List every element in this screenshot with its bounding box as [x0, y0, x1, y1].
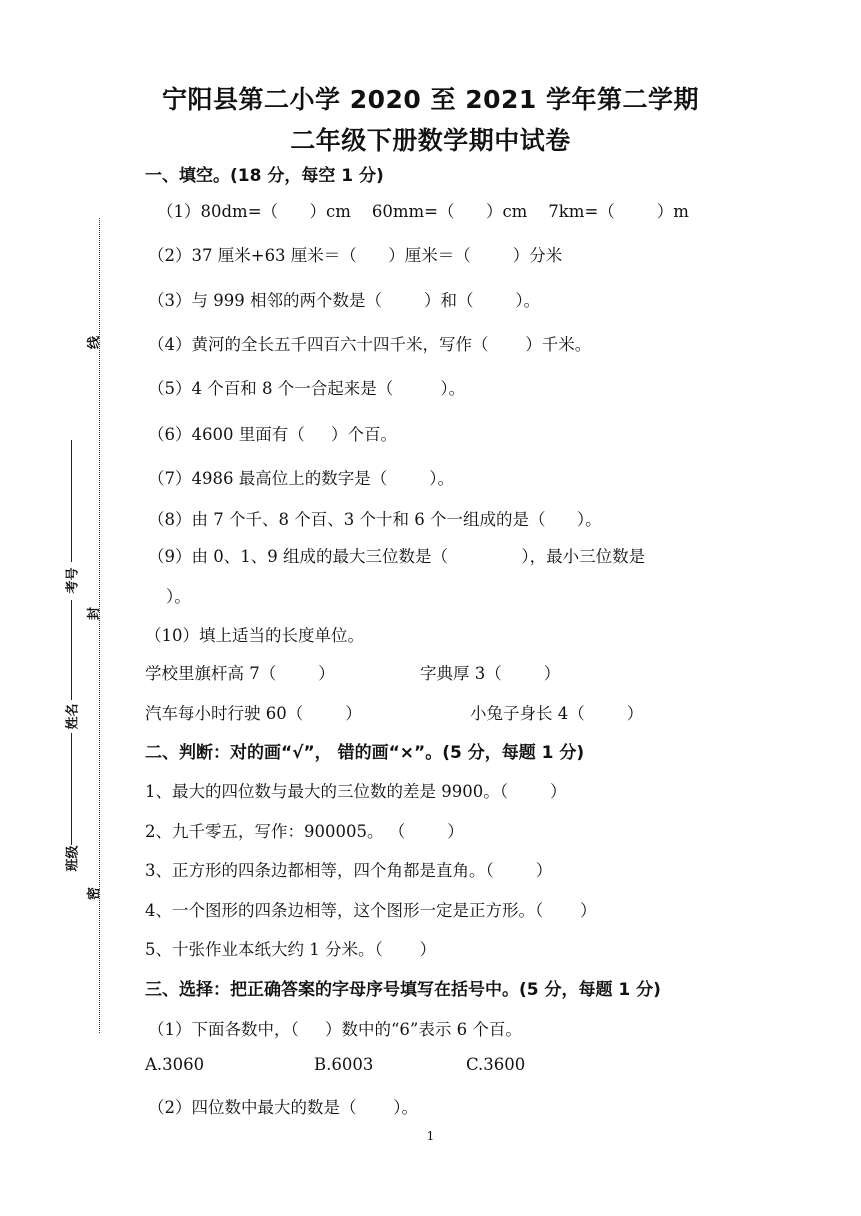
exam-title-line1: 宁阳县第二小学 2020 至 2021 学年第二学期 — [162, 85, 699, 114]
question-1-8: （8）由 7 个千、8 个百、3 个十和 6 个一组成的是（ ）。 — [148, 510, 602, 529]
kaohao-label: 考号 — [65, 567, 81, 594]
section3-heading: 三、选择：把正确答案的字母序号填写在括号中。(5 分，每题 1 分) — [145, 980, 661, 1000]
binding-char-mi: 密 — [87, 886, 103, 901]
question-1-10-car: 汽车每小时行驶 60（ ） — [145, 704, 362, 723]
judgement-item-3: 3、正方形的四条边都相等，四个角都是直角。（ ） — [145, 861, 553, 880]
choice-1-option-a: A.3060 — [145, 1055, 205, 1074]
question-1-10-flagpole: 学校里旗杆高 7（ ） — [145, 664, 335, 683]
binding-char-xian: 线 — [87, 335, 103, 350]
question-1-4: （4）黄河的全长五千四百六十四千米，写作（ ）千米。 — [148, 335, 592, 354]
question-1-10: （10）填上适当的长度单位。 — [145, 626, 364, 645]
choice-question-1: （1）下面各数中，（ ）数中的“6”表示 6 个百。 — [148, 1020, 522, 1039]
judgement-item-5: 5、十张作业本纸大约 1 分米。（ ） — [145, 940, 436, 959]
section1-heading: 一、填空。(18 分，每空 1 分) — [145, 166, 384, 186]
banji-underline — [71, 733, 72, 845]
question-1-9: （9）由 0、1、9 组成的最大三位数是（ ），最小三位数是 — [148, 547, 646, 566]
judgement-item-1: 1、最大的四位数与最大的三位数的差是 9900。（ ） — [145, 782, 567, 801]
question-1-6: （6）4600 里面有（ ）个百。 — [148, 425, 397, 444]
kaohao-underline — [71, 440, 72, 562]
choice-question-2: （2）四位数中最大的数是（ ）。 — [148, 1098, 418, 1117]
question-1-10-dictionary: 字典厚 3（ ） — [420, 664, 561, 683]
question-1-2: （2）37 厘米+63 厘米＝（ ）厘米＝（ ）分米 — [148, 246, 563, 265]
question-1-3: （3）与 999 相邻的两个数是（ ）和（ ）。 — [148, 291, 541, 310]
question-1-9-continued: ）。 — [166, 587, 191, 606]
banji-label: 班级 — [65, 845, 81, 872]
choice-1-option-c: C.3600 — [466, 1055, 526, 1074]
question-1-10-rabbit: 小兔子身长 4（ ） — [470, 704, 644, 723]
judgement-item-2: 2、九千零五，写作：900005。 （ ） — [145, 822, 464, 841]
xingming-label: 姓名 — [65, 703, 81, 730]
page-number: 1 — [426, 1129, 435, 1143]
xingming-underline — [71, 600, 72, 700]
section2-heading: 二、判断：对的画“√”， 错的画“×”。(5 分，每题 1 分) — [145, 743, 585, 763]
binding-char-feng: 封 — [87, 606, 103, 621]
choice-1-option-b: B.6003 — [314, 1055, 374, 1074]
exam-title-line2: 二年级下册数学期中试卷 — [290, 126, 571, 155]
question-1-1: （1）80dm=（ ）cm 60mm=（ ）cm 7km=（ ）m — [157, 202, 689, 221]
question-1-5: （5）4 个百和 8 个一合起来是（ ）。 — [148, 379, 466, 398]
question-1-7: （7）4986 最高位上的数字是（ ）。 — [148, 469, 454, 488]
judgement-item-4: 4、一个图形的四条边相等，这个图形一定是正方形。（ ） — [145, 901, 597, 920]
